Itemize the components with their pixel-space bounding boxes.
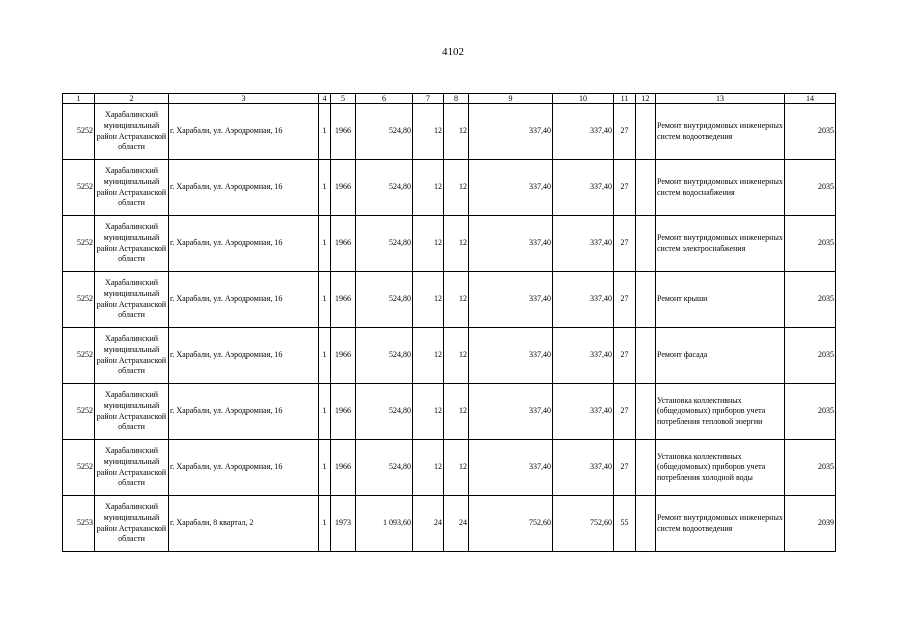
row-number: 5252 <box>63 272 95 328</box>
area-cell: 524,80 <box>356 104 413 160</box>
column-header: 12 <box>636 94 656 104</box>
area-cell: 524,80 <box>356 216 413 272</box>
deadline-cell: 2035 <box>785 328 836 384</box>
address-cell: г. Харабали, ул. Аэродромная, 16 <box>169 272 319 328</box>
table-row <box>63 440 836 496</box>
work-type-cell: Установка коллективных (общедомовых) приборов учета потребления тепловой энергии <box>656 384 785 440</box>
year-cell: 1966 <box>331 328 356 384</box>
column-header: 5 <box>331 94 356 104</box>
year-cell: 1966 <box>331 272 356 328</box>
address-cell: г. Харабали, ул. Аэродромная, 16 <box>169 384 319 440</box>
col4-cell: 1 <box>319 328 331 384</box>
work-type-cell: Ремонт внутридомовых инженерных систем водоотведения <box>656 496 785 552</box>
column-header: 6 <box>356 94 413 104</box>
col4-cell: 1 <box>319 384 331 440</box>
table-row <box>63 272 836 328</box>
row-number: 5252 <box>63 216 95 272</box>
col12-cell <box>636 328 656 384</box>
row-number: 5252 <box>63 328 95 384</box>
row-number: 5252 <box>63 160 95 216</box>
row-number: 5252 <box>63 104 95 160</box>
col10-cell: 337,40 <box>553 384 614 440</box>
col4-cell: 1 <box>319 216 331 272</box>
col8-cell: 12 <box>444 328 469 384</box>
work-type-cell: Установка коллективных (общедомовых) приборов учета потребления холодной воды <box>656 440 785 496</box>
address-cell: г. Харабали, ул. Аэродромная, 16 <box>169 216 319 272</box>
work-type-cell: Ремонт фасада <box>656 328 785 384</box>
col9-cell: 337,40 <box>469 216 553 272</box>
col12-cell <box>636 216 656 272</box>
municipality-cell: Харабалинский муниципальный район Астраханской области <box>95 384 169 440</box>
col12-cell <box>636 104 656 160</box>
col9-cell: 337,40 <box>469 328 553 384</box>
column-header: 14 <box>785 94 836 104</box>
address-cell: г. Харабали, ул. Аэродромная, 16 <box>169 160 319 216</box>
deadline-cell: 2035 <box>785 160 836 216</box>
column-number-row <box>63 94 836 104</box>
deadline-cell: 2039 <box>785 496 836 552</box>
col10-cell: 337,40 <box>553 160 614 216</box>
area-cell: 524,80 <box>356 384 413 440</box>
col8-cell: 12 <box>444 384 469 440</box>
col10-cell: 337,40 <box>553 328 614 384</box>
table-row <box>63 104 836 160</box>
col10-cell: 337,40 <box>553 216 614 272</box>
area-cell: 1 093,60 <box>356 496 413 552</box>
col11-cell: 27 <box>614 328 636 384</box>
col8-cell: 12 <box>444 272 469 328</box>
col7-cell: 12 <box>413 328 444 384</box>
area-cell: 524,80 <box>356 160 413 216</box>
column-header: 7 <box>413 94 444 104</box>
column-header: 2 <box>95 94 169 104</box>
col11-cell: 27 <box>614 272 636 328</box>
deadline-cell: 2035 <box>785 384 836 440</box>
year-cell: 1966 <box>331 104 356 160</box>
col11-cell: 27 <box>614 440 636 496</box>
page-number: 4102 <box>442 46 464 58</box>
table-row <box>63 496 836 552</box>
work-type-cell: Ремонт внутридомовых инженерных систем водоотведения <box>656 104 785 160</box>
col9-cell: 337,40 <box>469 384 553 440</box>
col12-cell <box>636 496 656 552</box>
col11-cell: 27 <box>614 104 636 160</box>
table-row <box>63 384 836 440</box>
col7-cell: 24 <box>413 496 444 552</box>
col7-cell: 12 <box>413 160 444 216</box>
col7-cell: 12 <box>413 440 444 496</box>
deadline-cell: 2035 <box>785 104 836 160</box>
address-cell: г. Харабали, 8 квартал, 2 <box>169 496 319 552</box>
column-header: 13 <box>656 94 785 104</box>
work-type-cell: Ремонт внутридомовых инженерных систем водоснабжения <box>656 160 785 216</box>
col8-cell: 12 <box>444 160 469 216</box>
row-number: 5253 <box>63 496 95 552</box>
year-cell: 1966 <box>331 384 356 440</box>
col8-cell: 24 <box>444 496 469 552</box>
municipality-cell: Харабалинский муниципальный район Астраханской области <box>95 440 169 496</box>
col10-cell: 337,40 <box>553 440 614 496</box>
col9-cell: 337,40 <box>469 272 553 328</box>
municipality-cell: Харабалинский муниципальный район Астраханской области <box>95 160 169 216</box>
col4-cell: 1 <box>319 440 331 496</box>
address-cell: г. Харабали, ул. Аэродромная, 16 <box>169 104 319 160</box>
col11-cell: 27 <box>614 384 636 440</box>
area-cell: 524,80 <box>356 440 413 496</box>
col7-cell: 12 <box>413 104 444 160</box>
table-row <box>63 216 836 272</box>
column-header: 10 <box>553 94 614 104</box>
deadline-cell: 2035 <box>785 440 836 496</box>
col8-cell: 12 <box>444 216 469 272</box>
deadline-cell: 2035 <box>785 216 836 272</box>
year-cell: 1966 <box>331 440 356 496</box>
table-row <box>63 160 836 216</box>
col7-cell: 12 <box>413 384 444 440</box>
municipality-cell: Харабалинский муниципальный район Астраханской области <box>95 496 169 552</box>
municipality-cell: Харабалинский муниципальный район Астраханской области <box>95 328 169 384</box>
year-cell: 1966 <box>331 160 356 216</box>
col11-cell: 27 <box>614 216 636 272</box>
col9-cell: 337,40 <box>469 160 553 216</box>
work-type-cell: Ремонт крыши <box>656 272 785 328</box>
col4-cell: 1 <box>319 272 331 328</box>
col7-cell: 12 <box>413 216 444 272</box>
column-header: 4 <box>319 94 331 104</box>
address-cell: г. Харабали, ул. Аэродромная, 16 <box>169 440 319 496</box>
address-cell: г. Харабали, ул. Аэродромная, 16 <box>169 328 319 384</box>
area-cell: 524,80 <box>356 328 413 384</box>
year-cell: 1966 <box>331 216 356 272</box>
col10-cell: 337,40 <box>553 272 614 328</box>
column-header: 3 <box>169 94 319 104</box>
col11-cell: 55 <box>614 496 636 552</box>
row-number: 5252 <box>63 440 95 496</box>
col9-cell: 752,60 <box>469 496 553 552</box>
col11-cell: 27 <box>614 160 636 216</box>
col12-cell <box>636 272 656 328</box>
column-header: 8 <box>444 94 469 104</box>
municipality-cell: Харабалинский муниципальный район Астраханской области <box>95 216 169 272</box>
col9-cell: 337,40 <box>469 104 553 160</box>
col4-cell: 1 <box>319 104 331 160</box>
column-header: 1 <box>63 94 95 104</box>
col4-cell: 1 <box>319 160 331 216</box>
col4-cell: 1 <box>319 496 331 552</box>
capital-repair-table <box>62 93 836 552</box>
work-type-cell: Ремонт внутридомовых инженерных систем электроснабжения <box>656 216 785 272</box>
col8-cell: 12 <box>444 104 469 160</box>
col9-cell: 337,40 <box>469 440 553 496</box>
col8-cell: 12 <box>444 440 469 496</box>
col10-cell: 337,40 <box>553 104 614 160</box>
row-number: 5252 <box>63 384 95 440</box>
column-header: 9 <box>469 94 553 104</box>
area-cell: 524,80 <box>356 272 413 328</box>
col12-cell <box>636 384 656 440</box>
column-header: 11 <box>614 94 636 104</box>
municipality-cell: Харабалинский муниципальный район Астраханской области <box>95 272 169 328</box>
year-cell: 1973 <box>331 496 356 552</box>
municipality-cell: Харабалинский муниципальный район Астраханской области <box>95 104 169 160</box>
deadline-cell: 2035 <box>785 272 836 328</box>
col12-cell <box>636 440 656 496</box>
col10-cell: 752,60 <box>553 496 614 552</box>
table-row <box>63 328 836 384</box>
col12-cell <box>636 160 656 216</box>
col7-cell: 12 <box>413 272 444 328</box>
